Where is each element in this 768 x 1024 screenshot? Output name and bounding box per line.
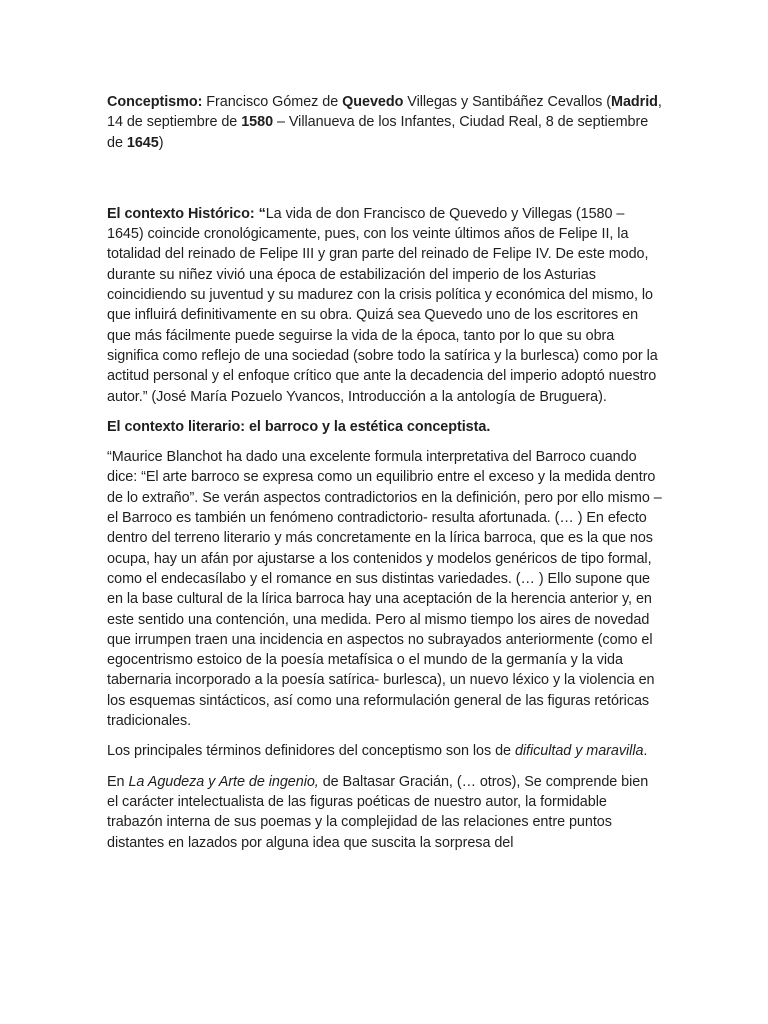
historical-context-label: El contexto Histórico: “ xyxy=(107,205,266,222)
terms-text-2: . xyxy=(643,743,648,760)
literary-context-heading: El contexto literario: el barroco y la estética conceptista. xyxy=(107,418,491,435)
death-year-bold: 1645 xyxy=(126,134,159,151)
intro-text-4: – Villanueva de los Infantes, Ciudad Real, 8 de septiembre de xyxy=(107,114,649,151)
historical-context-text: La vida de don Francisco de Quevedo y Villegas (1580 – 1645) coincide cronológicamente, pues, con los veinte últimos años de Felipe II, la totalidad del reinado de Felipe III y gran parte del reinado de Felipe IV. De este modo, durante su niñez vivió una época de estabilización del imperio de los Asturias coincidiendo su juventud y su madurez con la crisis política y económica del mismo, lo que influirá definitivamente en su obra. Quizá sea Quevedo uno de los escritores en que más fácilmente puede seguirse la vida de la época, tanto por lo que su obra significa como reflejo de una sociedad (sobre todo la satírica y la burlesca) como por la actitud personal y el enfoque crítico que ante la decadencia del imperio adoptó nuestro autor.” (José María Pozuelo Yvancos, Introducción a la antología de Bruguera). xyxy=(107,205,658,405)
intro-text-5: ) xyxy=(158,134,164,151)
intro-text-3: , 14 de septiembre de xyxy=(107,94,662,131)
agudeza-text-2: de Baltasar Gracián, (… otros), Se comprende bien el carácter intelectualista de las figuras poéticas de nuestro autor, la formidable trabazón interna de sus poemas y la complejidad de las relaciones entre puntos distantes en lazados por alguna idea que suscita la sorpresa del xyxy=(107,773,649,851)
paragraph-literary-context-heading xyxy=(107,417,663,437)
paragraph-blanchot-quote xyxy=(107,447,663,731)
conceptismo-label: Conceptismo: xyxy=(107,94,203,110)
madrid-bold: Madrid xyxy=(611,94,658,110)
terms-italic: dificultad y maravilla xyxy=(514,743,644,760)
birth-year-bold: 1580 xyxy=(241,114,274,131)
quevedo-bold: Quevedo xyxy=(342,94,404,110)
paragraph-principal-terms xyxy=(107,741,663,761)
blanchot-quote-text: “Maurice Blanchot ha dado una excelente formula interpretativa del Barroco cuando dice: “El arte barroco se expresa como un equilibrio entre el exceso y la medida dentro de lo extraño”. Se verán aspectos contradictorios en la definición, pero por ello mismo – el Barroco es también un fenómeno contradictorio- resulta afortunada. (… ) En efecto dentro del terreno literario y más concretamente en la lírica barroca, que es la que nos ocupa, hay un afán por ajustarse a los contenidos y modelos genéricos de tipo formal, como el endecasílabo y el romance en sus distintas variedades. (… ) Ello supone que en la base cultural de la lírica barroca hay una aceptación de la herencia anterior y, en este sentido una contención, una medida. Pero al mismo tiempo los aires de novedad que irrumpen traen una incidencia en aspectos no subrayados anteriormente (como el egocentrismo estoico de la poesía metafísica o el mundo de la germanía y la vida tabernaria incorporado a la poesía satírica- burlesca), un nuevo léxico y la violencia en los esquemas sintácticos, así como una reformulación general de las figuras retóricas tradicionales. xyxy=(107,449,662,730)
paragraph-conceptismo-intro xyxy=(107,92,663,153)
terms-text-1: Los principales términos definidores del conceptismo son los de xyxy=(107,743,515,760)
intro-text-2: Villegas y Santibáñez Cevallos ( xyxy=(403,94,612,110)
paragraph-historical-context xyxy=(107,204,663,407)
intro-text-1: Francisco Gómez de xyxy=(202,94,343,110)
paragraph-agudeza xyxy=(107,772,663,853)
agudeza-title-italic: La Agudeza y Arte de ingenio, xyxy=(128,773,319,790)
agudeza-text-1: En xyxy=(107,773,129,790)
document-page xyxy=(107,92,663,853)
